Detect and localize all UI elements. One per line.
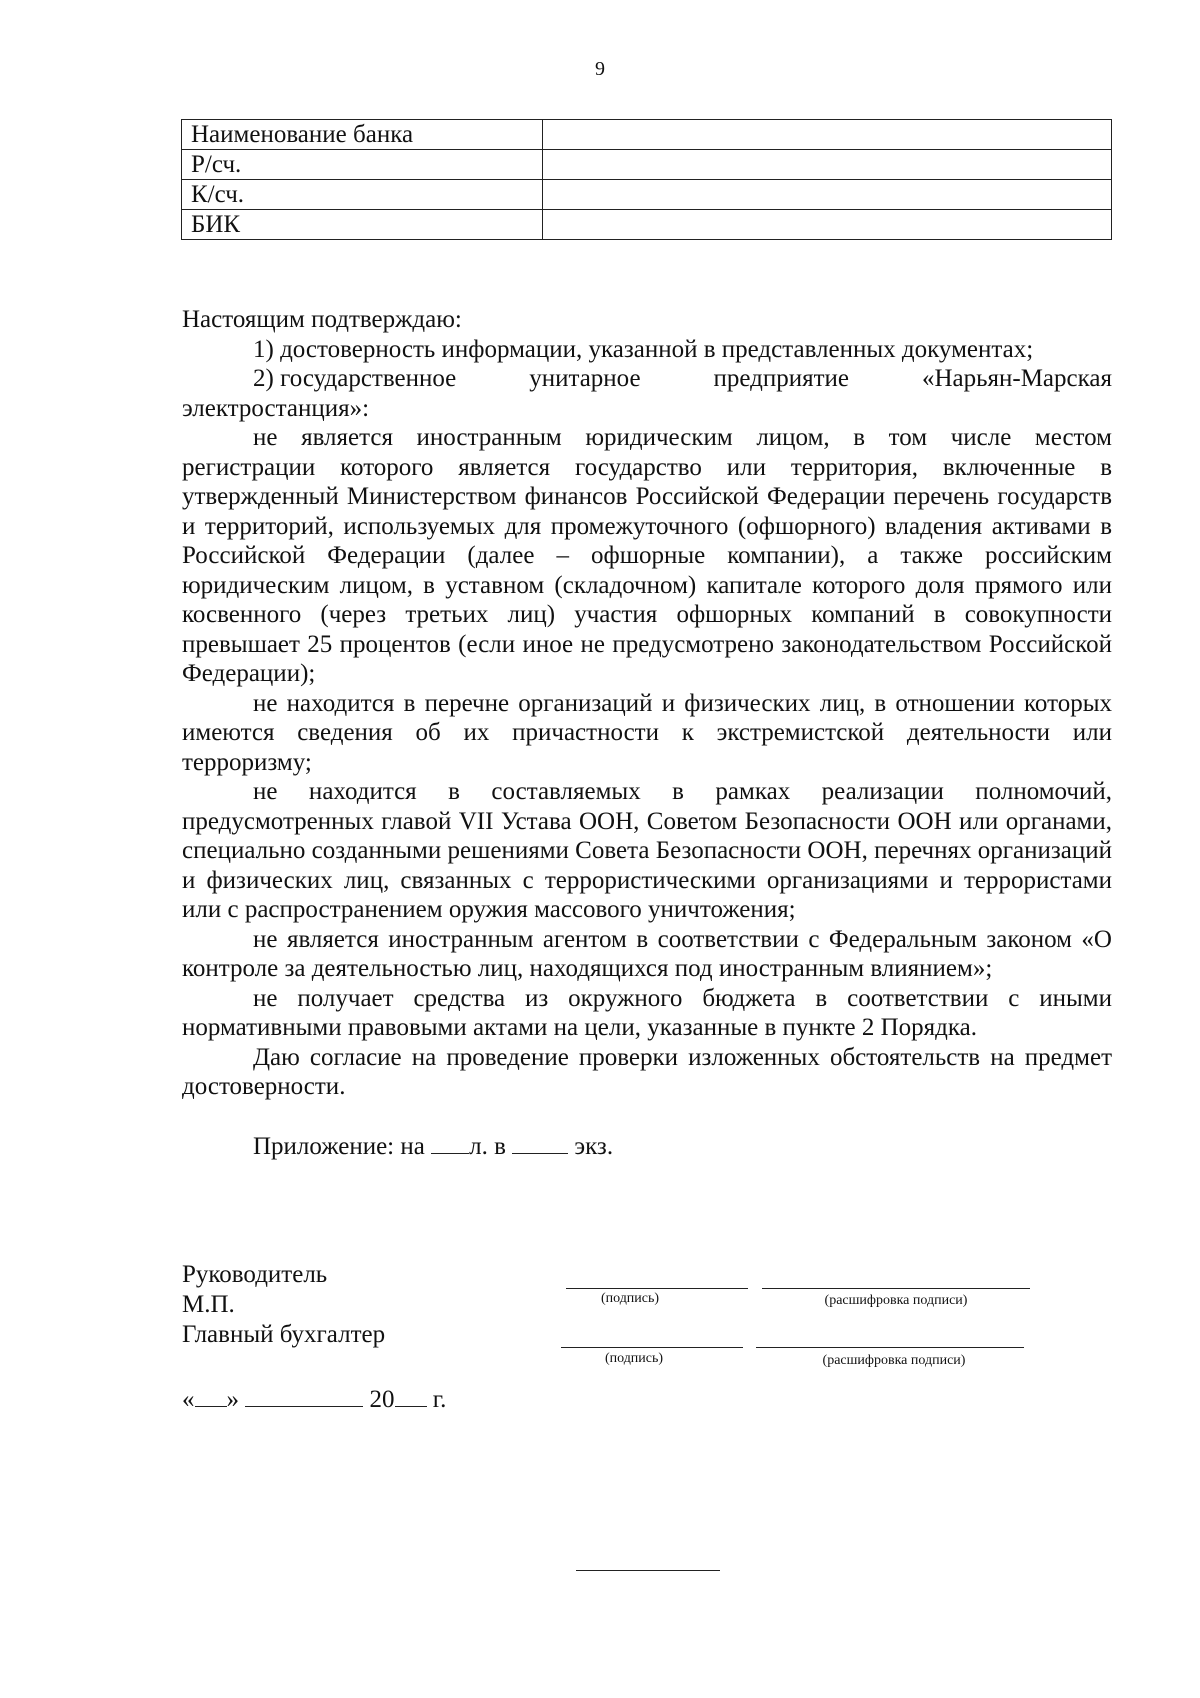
attachment-mid: л. в: [469, 1132, 506, 1160]
date-open-quote: «: [182, 1386, 195, 1413]
bik-label: БИК: [182, 210, 543, 240]
year-suffix: г.: [432, 1386, 447, 1413]
confirmation-text: [182, 305, 1112, 1161]
accountant-label: Главный бухгалтер: [182, 1321, 386, 1348]
statement-extremism: не находится в перечне организаций и физических лиц, в отношении которых имеются сведения об их причастности к экстремистской деятельности или терроризму;: [182, 689, 1112, 776]
confirm-item-2-word: предприятие: [713, 365, 850, 392]
head-signature-line[interactable]: [566, 1288, 748, 1289]
correspondent-account-label: К/сч.: [182, 180, 543, 210]
sheets-blank[interactable]: [431, 1131, 469, 1154]
statement-foreign-agent: не является иностранным агентом в соответствии с Федеральным законом «О контроле за деятельностью лиц, находящихся под иностранным влиянием»;: [182, 925, 1112, 982]
year-blank[interactable]: [395, 1384, 427, 1407]
accountant-decoding-caption: (расшифровка подписи): [822, 1353, 966, 1368]
day-blank[interactable]: [195, 1384, 227, 1407]
correspondent-account-value[interactable]: [543, 180, 1112, 210]
end-of-page-rule: [576, 1570, 720, 1571]
statement-budget: не получает средства из окружного бюджета в соответствии с иными нормативными правовыми актами на цели, указанные в пункте 2 Порядка.: [182, 984, 1112, 1041]
table-row: [182, 180, 1112, 210]
confirm-item-2-word: 2) государственное: [253, 365, 457, 392]
consent-statement: Даю согласие на проведение проверки изложенных обстоятельств на предмет достоверности.: [182, 1043, 1112, 1100]
confirm-item-1: 1) достоверность информации, указанной в представленных документах;: [253, 335, 1034, 363]
confirm-item-2: [182, 364, 1112, 394]
head-label: Руководитель: [182, 1261, 328, 1288]
table-row: [182, 210, 1112, 240]
date-close-quote: »: [226, 1386, 239, 1413]
statement-un-lists: не находится в составляемых в рамках реализации полномочий, предусмотренных главой VII Устава ООН, Советом Безопасности ООН или органами, специально созданными решениями Совета Безопасности ООН, перечнях организаций и физических лиц, связанных с террористическими организациями и террористами или с распространением оружия массового уничтожения;: [182, 778, 1112, 923]
settlement-account-label: Р/сч.: [182, 150, 543, 180]
bank-name-value[interactable]: [543, 120, 1112, 150]
attachment-suffix: экз.: [574, 1132, 614, 1160]
settlement-account-value[interactable]: [543, 150, 1112, 180]
head-decoding-line[interactable]: [762, 1288, 1030, 1289]
confirm-item-2-word: «Нарьян-Марская: [921, 365, 1112, 392]
statement-offshore: не является иностранным юридическим лицом, в том числе местом регистрации которого является государство или территория, включенные в утвержденный Министерством финансов Российской Федерации перечень государств и территорий, используемых для промежуточного (офшорного) владения активами в Российской Федерации (далее – офшорные компании), а также российским юридическим лицом, в уставном (складочном) капитале которого доля прямого или косвенного (через третьих лиц) участия офшорных компаний в совокупности превышает 25 процентов (если иное не предусмотрено законодательством Российской Федерации);: [182, 424, 1112, 687]
date-line: [182, 1384, 446, 1414]
bank-name-label: Наименование банка: [182, 120, 543, 150]
attachment-prefix: Приложение: на: [253, 1132, 425, 1160]
year-prefix: 20: [369, 1386, 395, 1413]
table-row: [182, 150, 1112, 180]
accountant-signature-line[interactable]: [561, 1347, 743, 1348]
head-decoding-caption: (расшифровка подписи): [824, 1293, 968, 1308]
confirm-item-2-end: электростанция»:: [182, 394, 370, 422]
confirm-item-2-word: унитарное: [529, 365, 641, 392]
table-row: [182, 120, 1112, 150]
confirm-intro: Настоящим подтверждаю:: [182, 306, 462, 333]
accountant-decoding-line[interactable]: [756, 1347, 1024, 1348]
month-blank[interactable]: [245, 1384, 363, 1407]
page-number: 9: [595, 58, 605, 80]
bank-details-table: [181, 119, 1112, 240]
copies-blank[interactable]: [512, 1131, 568, 1154]
stamp-label: М.П.: [182, 1291, 235, 1318]
accountant-signature-caption: (подпись): [604, 1351, 664, 1366]
bik-value[interactable]: [543, 210, 1112, 240]
head-signature-caption: (подпись): [600, 1291, 660, 1306]
attachment-line: [182, 1131, 1112, 1162]
